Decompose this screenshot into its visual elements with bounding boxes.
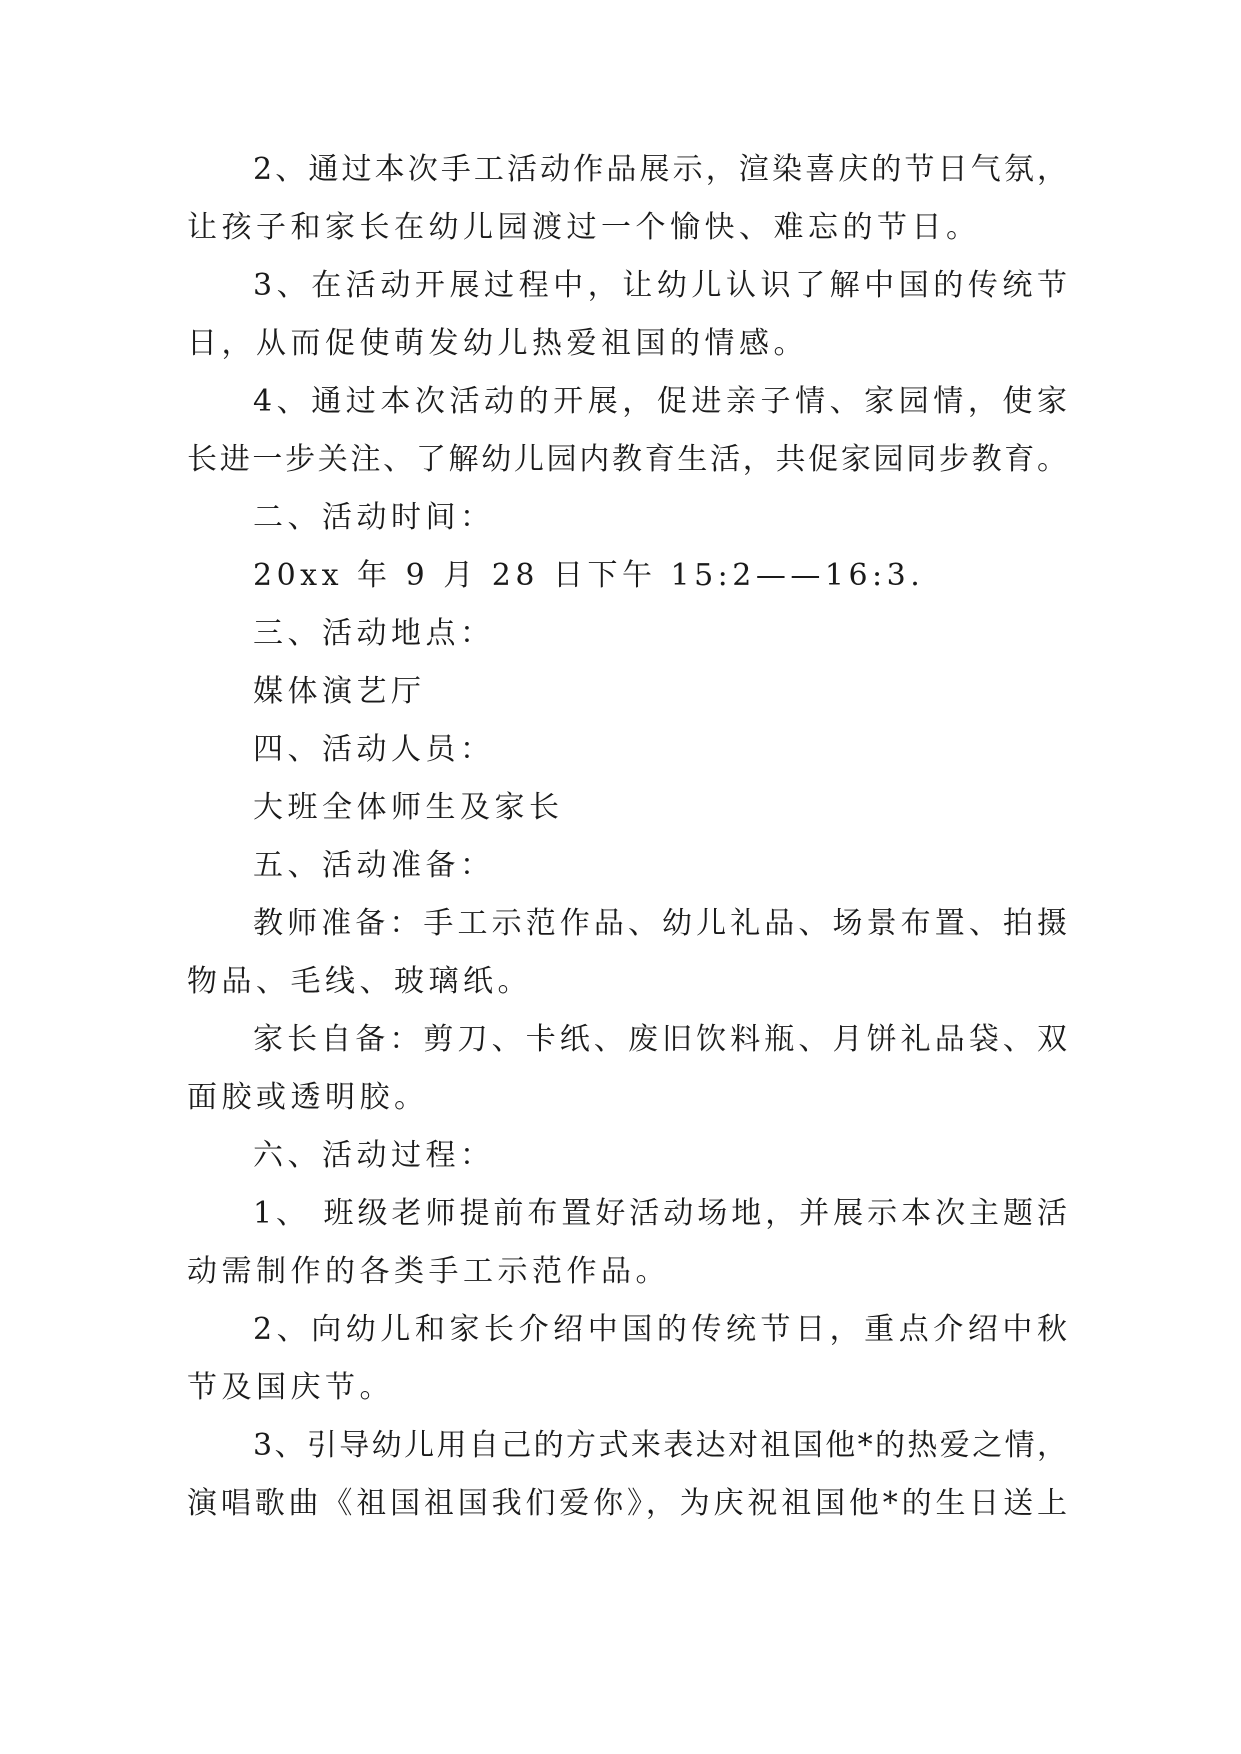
paragraph-line: 1、 班级老师提前布置好活动场地，并展示本次主题活 <box>253 1196 1067 1231</box>
section-heading: 五、活动准备： <box>253 848 495 883</box>
paragraph-line: 2、向幼儿和家长介绍中国的传统节日，重点介绍中秋 <box>253 1312 1067 1347</box>
paragraph-line: 面胶或透明胶。 <box>187 1080 429 1115</box>
paragraph-line: 4、通过本次活动的开展，促进亲子情、家园情，使家 <box>253 384 1067 419</box>
paragraph-line: 节及国庆节。 <box>187 1370 394 1405</box>
paragraph-line: 家长自备：剪刀、卡纸、废旧饮料瓶、月饼礼品袋、双 <box>253 1022 1067 1057</box>
paragraph-line: 3、在活动开展过程中，让幼儿认识了解中国的传统节 <box>253 268 1067 303</box>
section-heading: 三、活动地点： <box>253 616 495 651</box>
paragraph-line: 日，从而促使萌发幼儿热爱祖国的情感。 <box>187 326 808 361</box>
paragraph-line: 教师准备：手工示范作品、幼儿礼品、场景布置、拍摄 <box>253 906 1067 941</box>
paragraph-line: 2、通过本次手工活动作品展示，渲染喜庆的节日气氛， <box>253 152 1067 187</box>
paragraph-line: 演唱歌曲《祖国祖国我们爱你》，为庆祝祖国他*的生日送上 <box>187 1486 1067 1521</box>
paragraph-line: 3、引导幼儿用自己的方式来表达对祖国他*的热爱之情， <box>253 1428 1067 1463</box>
paragraph-line: 物品、毛线、玻璃纸。 <box>187 964 532 999</box>
paragraph-line: 媒体演艺厅 <box>253 674 426 709</box>
paragraph-line: 长进一步关注、了解幼儿园内教育生活，共促家园同步教育。 <box>187 442 1067 477</box>
section-heading: 六、活动过程： <box>253 1138 495 1173</box>
paragraph-line: 动需制作的各类手工示范作品。 <box>187 1254 670 1289</box>
paragraph-line: 让孩子和家长在幼儿园渡过一个愉快、难忘的节日。 <box>187 210 981 245</box>
section-heading: 四、活动人员： <box>253 732 495 767</box>
paragraph-line: 20xx 年 9 月 28 日下午 15:2——16:3. <box>253 558 925 593</box>
section-heading: 二、活动时间： <box>253 500 495 535</box>
paragraph-line: 大班全体师生及家长 <box>253 790 564 825</box>
